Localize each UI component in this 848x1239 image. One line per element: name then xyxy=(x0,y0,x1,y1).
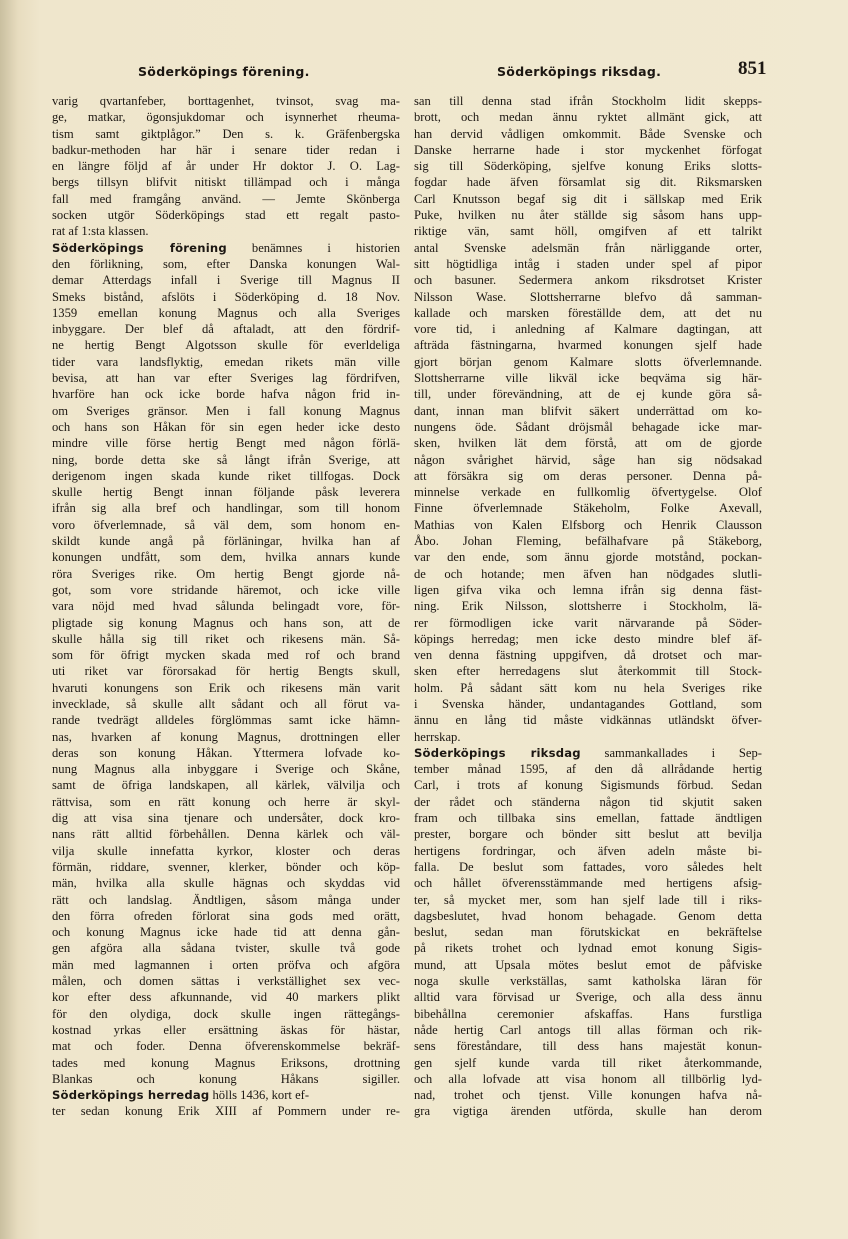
text-line: den förlikning, som, efter Danska konungen Wal- xyxy=(52,256,400,271)
text-line: tider vara landsflyktig, emedan rikets män ville xyxy=(52,354,400,369)
text-line: var den ende, som ännu gjorde motstånd, pockan- xyxy=(414,550,762,565)
text-line: ter, så mycket mer, som han sjelf lade till i riks- xyxy=(414,892,762,907)
text-line: skulle hertig Bengt innan följande påsk leverera xyxy=(52,485,400,500)
text-line: prester, borgare och bönder sitt beslut att bevilja xyxy=(414,827,762,842)
text-line: mindre ville förse hertig Bengt med någon förlä- xyxy=(52,436,400,451)
text-line: Söderköpings herredag hölls 1436, kort ef- xyxy=(52,1088,310,1103)
text-line: fogdar hade äfven församlat sig dit. Riksmarsken xyxy=(414,175,762,190)
text-line: sig till Söderköping, sjelfve konung Eriks slotts- xyxy=(414,159,762,174)
text-line: pligtade sig konung Magnus och hans son, att de xyxy=(52,615,400,630)
text-line: fall med framgång använd. — Jemte Skönberga xyxy=(52,191,400,206)
text-line: en längre följd af år under Hr doktor J. O. Lag- xyxy=(52,159,400,174)
text-line: ven denna fästning uppgifven, då drotset och mar- xyxy=(414,648,762,663)
text-line: om Sveriges gränsor. Men i fall konung Magnus xyxy=(52,403,400,418)
text-line: någon svårighet härvid, såge han sig nödsakad xyxy=(414,452,762,467)
text-line: gjort början genom Kalmare slotts öfverlemnande. xyxy=(414,354,762,369)
text-line: hvaruti konungens son Erik och rikesens män varit xyxy=(52,680,400,695)
text-line: ifrån sig alla bref och handlingar, som till honom xyxy=(52,501,400,516)
text-line: rat af 1:sta klassen. xyxy=(52,224,149,239)
text-line: Söderköpings förening benämnes i historien xyxy=(52,240,400,255)
text-line: rer förmodligen icke varit närvarande på Söder- xyxy=(414,615,762,630)
text-line: alltid vara förvisad ur Sverige, och alla dess ännu xyxy=(414,990,762,1005)
text-line: dagsbeslutet, hvad honom behagade. Genom detta xyxy=(414,908,762,923)
text-line: beslut, sedan man förutskickat en bekräftelse xyxy=(414,925,762,940)
text-line: Carl, i trots af konung Sigismunds förbud. Sedan xyxy=(414,778,762,793)
text-line: dant, innan man blifvit säkert underrättad om ko- xyxy=(414,403,762,418)
text-line: varig qvartanfeber, borttagenhet, tvinsot, svag ma- xyxy=(52,94,400,108)
text-line: hvarföre han ock icke borde hafva någon frid in- xyxy=(52,387,400,402)
text-line: konungen undfått, som dem, hvilka annars kunde xyxy=(52,550,400,565)
text-line: Slottsherrarne ville likväl icke beqväma sig här- xyxy=(414,371,762,386)
text-line: uti riket var förorsakad för hertig Bengts skull, xyxy=(52,664,400,679)
text-line: män, hvilka alla skulle hägnas och skyddas vid xyxy=(52,876,400,891)
text-line: sken efter herredagens slut återkommit till Stock- xyxy=(414,664,762,679)
text-line: rande tvedrägt alldeles förglömmas samt icke hämn- xyxy=(52,713,400,728)
text-line: Åbo. Johan Fleming, befälhafvare på Stäkeborg, xyxy=(414,534,762,549)
text-line: vilja skulle innefatta kyrkor, kloster och deras xyxy=(52,843,400,858)
text-line: ne hertig Bengt Algotsson skulle för everldeliga xyxy=(52,338,400,353)
text-line: nas, hvarken af konung Magnus, drottningen eller xyxy=(52,729,400,744)
text-line: skildt kunde angå på förläningar, hvilka han af xyxy=(52,534,400,549)
text-line: ligen gifva vika och lemna ifrån sig denna fäst- xyxy=(414,582,762,597)
text-line: vore tid, i anledning af Kalmare dagtingan, att xyxy=(414,322,762,337)
text-line: sens föreståndare, till dess hans majestät konun- xyxy=(414,1039,762,1054)
text-line: herrskap. xyxy=(414,729,461,744)
text-line: holm. På sådant sätt kom nu hela Sveriges rike xyxy=(414,680,762,695)
text-line: ter sedan konung Erik XIII af Pommern under re- xyxy=(52,1104,400,1119)
text-line: rättvisa, som en rätt konung och herre är skyl- xyxy=(52,794,400,809)
text-line: 1359 emellan konung Magnus och alla Sveriges xyxy=(52,305,400,320)
text-line: kor efter dess afkunnande, vid 40 markers plikt xyxy=(52,990,400,1005)
running-header-right: Söderköpings riksdag. xyxy=(497,64,662,79)
text-line: mat och foder. Denna öfverenskommelse bekräf- xyxy=(52,1039,400,1054)
text-line: han dervid vådligen omkommit. Både Svenske och xyxy=(414,126,762,141)
text-line: falla. De beslut som fattades, voro således helt xyxy=(414,859,762,874)
text-line: Carl Knutsson begaf sig dit i sällskap med Erik xyxy=(414,191,762,206)
text-line: der rådet och ständerna någon tid skjutit saken xyxy=(414,794,762,809)
text-line: och konung Magnus icke hade tid att denna gån- xyxy=(52,925,400,940)
text-line: kostnad yrkas eller ersättning äskas för hästar, xyxy=(52,1022,400,1037)
text-line: nung Magnus alla inbyggare i Sverige och Skåne, xyxy=(52,762,400,777)
text-line: Finne öfverlemnade Stäkeholm, Folke Axevall, xyxy=(414,501,762,516)
text-line: Mathias von Kalen Elfsborg och Henrik Clausson xyxy=(414,517,762,532)
text-line: bibehållna ceremonier afskaffas. Hans furstliga xyxy=(414,1006,762,1021)
text-line: mund, att Upsala mötes beslut emot de påfviske xyxy=(414,957,762,972)
text-line: got, som vore stridande häremot, och icke ville xyxy=(52,582,400,597)
text-line: som för öfrigt mycken skada med rof och brand xyxy=(52,648,400,663)
text-line: demar Atterdags infall i Sverige till Magnus II xyxy=(52,273,400,288)
text-line: kallade och marsken föreställde dem, att det nu xyxy=(414,305,762,320)
text-line: Söderköpings riksdag sammankallades i Sep- xyxy=(414,745,762,760)
text-line: köpings herredag; men icke desto mindre blef äf- xyxy=(414,631,762,646)
right-text-column xyxy=(414,93,762,1120)
text-line: bevisa, att han var efter Sveriges lag fördrifven, xyxy=(52,371,400,386)
text-line: samt de öfriga landskapen, all kärlek, välvilja och xyxy=(52,778,400,793)
text-line: och basuner. Sedermera ankom riksdrotset Krister xyxy=(414,273,762,288)
text-line: och hans son Håkan för sin egen heder icke desto xyxy=(52,419,400,434)
text-line: voro öfverlemnade, så väl dem, som honom en- xyxy=(52,517,400,532)
text-line: Nilsson Wase. Slottsherrarne blefvo då samman- xyxy=(414,289,762,304)
text-line: vara nöjd med hvad sålunda belingadt vore, för- xyxy=(52,599,400,614)
text-line: nungens öde. Sådant dröjsmål behagade icke mar- xyxy=(414,419,762,434)
text-line: inbyggare. Der blef då aftaladt, att den fördrif- xyxy=(52,322,400,337)
text-line: derigenom ingen skada kunde riket tillfogas. Dock xyxy=(52,468,400,483)
text-line: förmän, riddare, svenner, klerker, bönder och köp- xyxy=(52,859,400,874)
text-line: brott, och medan ännu ryktet allmänt gick, att xyxy=(414,110,762,125)
text-line: riktige vän, samt höll, omgifven af ett talrikt xyxy=(414,224,762,239)
text-line: Puke, hvilken nu åter ställde sig såsom hans upp- xyxy=(414,208,762,223)
text-line: minnelse verkade en fullkomlig öfvertygelse. Olof xyxy=(414,485,762,500)
text-line: för den olydiga, dock skulle ingen rättegångs- xyxy=(52,1006,400,1021)
text-line: tism samt giktplågor.” Den s. k. Gräfenbergska xyxy=(52,126,400,141)
left-text-column xyxy=(52,93,400,1120)
text-line: socken utgör Söderköpings stad ett regalt pasto- xyxy=(52,208,400,223)
text-line: de och hotande; men äfven han nödgades slutli- xyxy=(414,566,762,581)
text-line: ning. Erik Nilsson, slottsherre i Stockholm, lä- xyxy=(414,599,762,614)
text-line: Smeks bistånd, afslöts i Söderköping d. 18 Nov. xyxy=(52,289,400,304)
text-line: antal Svenske adelsmän från närliggande orter, xyxy=(414,240,762,255)
text-line: sitt högtidliga intåg i staden under spel af pipor xyxy=(414,256,762,271)
text-line: och alla lofvade att visa honom all tillbörlig lyd- xyxy=(414,1071,762,1086)
text-line: att försäkra sig om deras personer. Denna på- xyxy=(414,468,762,483)
text-line: sken, hvilken lät dem förstå, att om de gjorde xyxy=(414,436,762,451)
text-line: målen, och domen sättas i verkställighet sex vec- xyxy=(52,974,400,989)
text-line: badkur-methoden har här i senare tider redan i xyxy=(52,142,400,157)
text-line: tember månad 1595, af den då allrådande hertig xyxy=(414,762,762,777)
page-number: 851 xyxy=(738,58,767,79)
text-line: ännu en lång tid måste vidkännas utländskt öfver- xyxy=(414,713,762,728)
text-line: fram och tillbaka sins emellan, fattade ändtligen xyxy=(414,811,762,826)
text-line: invecklade, så skulle allt sådant och all förut va- xyxy=(52,696,400,711)
text-line: gen sjelf kunde varda till riket återkommande, xyxy=(414,1055,762,1070)
text-line: på rikets trohet och lydnad emot konung Sigis- xyxy=(414,941,762,956)
text-line: män med lagmannen i orten pröfva och afgöra xyxy=(52,957,400,972)
text-line: dig att visa sina tjenare och undersåter, dock kro- xyxy=(52,811,400,826)
text-line: skulle hålla sig till riket och rikesens män. Så- xyxy=(52,631,400,646)
text-line: röra Sveriges rike. Om hertig Bengt gjorde nå- xyxy=(52,566,400,581)
text-line: Blankas och konung Håkans sigiller. xyxy=(52,1071,400,1086)
text-line: rätt och landslag. Ändtligen, såsom många under xyxy=(52,892,400,907)
text-line: och hållet öfverensstämmande med hertigens afsig- xyxy=(414,876,762,891)
text-line: i Svenska händer, undantagandes Gottland, som xyxy=(414,696,762,711)
text-line: gen afgöra alla sådana tvister, skulle två gode xyxy=(52,941,400,956)
text-line: ning, borde detta ske så långt ifrån Sverige, att xyxy=(52,452,400,467)
text-line: nåde hertig Carl antogs till allas förman och rik- xyxy=(414,1022,762,1037)
text-line: den förra ofreden förlorat sina gods med orätt, xyxy=(52,908,400,923)
running-header-left: Söderköpings förening. xyxy=(138,64,310,79)
text-line: tades med konung Magnus Eriksons, drottning xyxy=(52,1055,400,1070)
text-line: hertigens fordringar, och äfven adeln måste bi- xyxy=(414,843,762,858)
text-line: gra vigtiga ärenden utförda, skulle han derom xyxy=(414,1104,762,1119)
text-line: nad, trohet och tjenst. Ville konungen hafva nå- xyxy=(414,1088,762,1103)
text-line: bergs tillsyn blifvit nitiskt tillämpad och i många xyxy=(52,175,400,190)
text-line: till, under förevändning, att de ej kunde göra så- xyxy=(414,387,762,402)
text-line: afträda fästningarna, hvarmed konungen sjelf hade xyxy=(414,338,762,353)
text-line: deras son konung Håkan. Yttermera lofvade ko- xyxy=(52,745,400,760)
text-line: noga skulle verkställas, samt katholska läran för xyxy=(414,974,762,989)
text-line: nans rätt alltid förbehållen. Denna kärlek och väl- xyxy=(52,827,400,842)
text-line: ge, matkar, ögonsjukdomar och isynnerhet rheuma- xyxy=(52,110,400,125)
text-line: Danske herrarne hade i stor myckenhet förfogat xyxy=(414,142,762,157)
text-line: san till denna stad ifrån Stockholm lidit skepps- xyxy=(414,94,762,108)
